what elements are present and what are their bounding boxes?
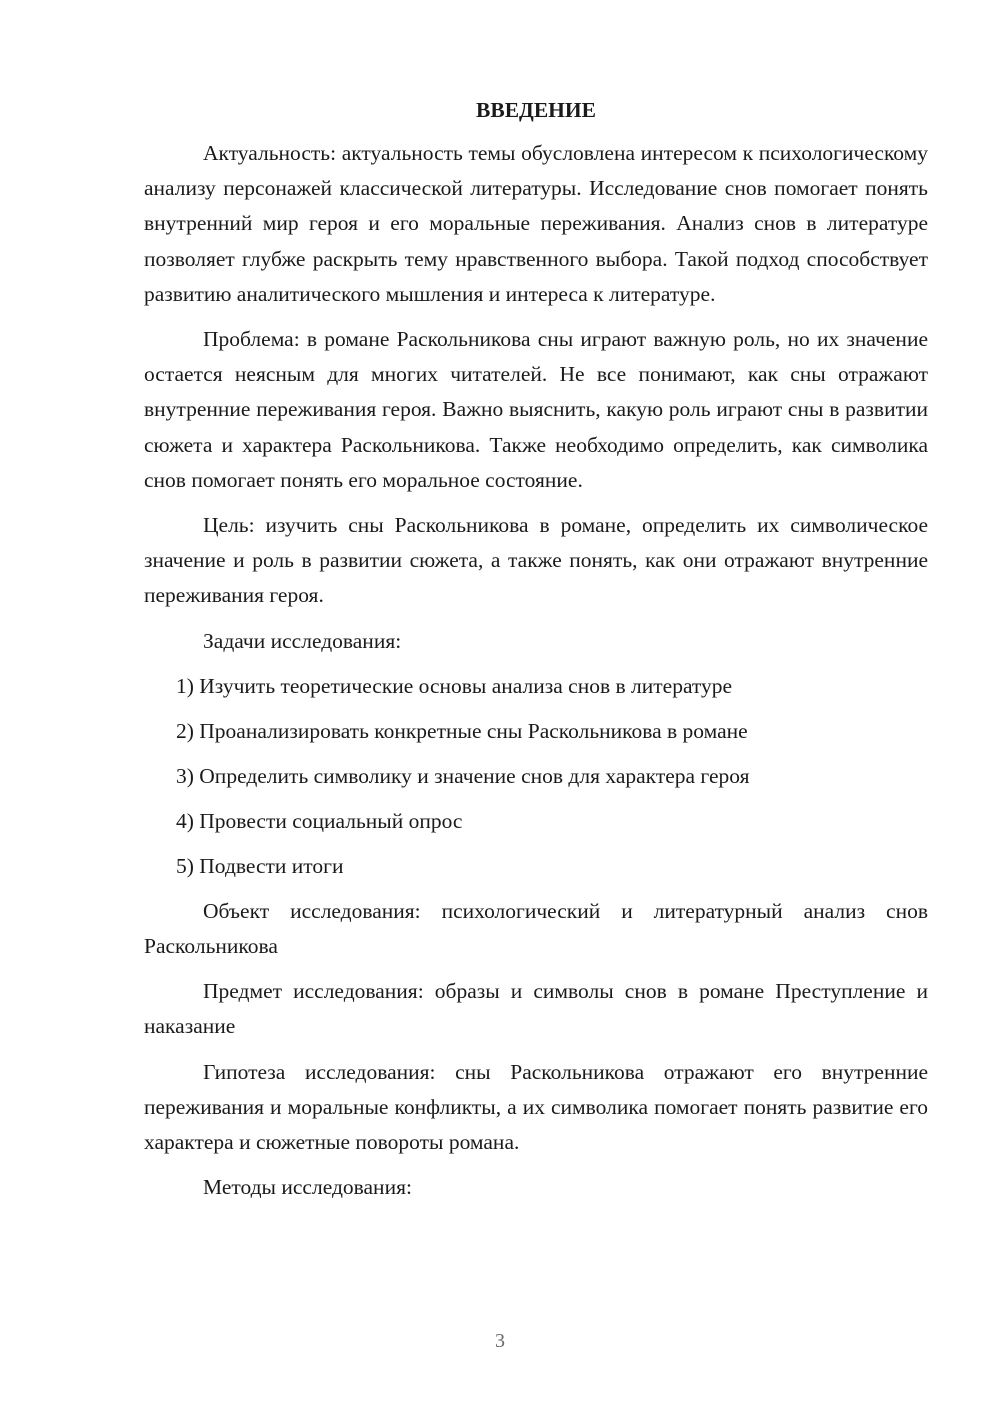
page-number: 3: [495, 1330, 505, 1352]
task-item-5: 5) Подвести итоги: [176, 853, 344, 878]
problem-paragraph: Проблема: в романе Раскольникова сны играют важную роль, но их значение остается неясным для многих читателей. Не все понимают, как сны отражают внутренние переживания героя. Важно выяснить, какую роль играют сны в развитии сюжета и характера Раскольникова. Также необходимо определить, как символика снов помогает понять его моральное состояние.: [144, 327, 928, 492]
object-paragraph: Объект исследования: психологический и литературный анализ снов Раскольникова: [144, 898, 928, 959]
methods-paragraph: Методы исследования:: [203, 1175, 412, 1200]
task-item-3: 3) Определить символику и значение снов для характера героя: [176, 763, 750, 788]
relevance-paragraph: Актуальность: актуальность темы обусловлена интересом к психологическому анализу персонажей классической литературы. Исследование снов помогает понять внутренний мир героя и его моральные переживания. Анализ снов в литературе позволяет глубже раскрыть тему нравственного выбора. Такой подход способствует развитию аналитического мышления и интереса к литературе.: [144, 141, 928, 306]
tasks-list: [144, 669, 928, 884]
page-content: [144, 90, 928, 1215]
subject-paragraph: Предмет исследования: образы и символы снов в романе Преступление и наказание: [144, 979, 928, 1039]
task-item-4: 4) Провести социальный опрос: [176, 808, 463, 833]
tasks-title: Задачи исследования:: [203, 628, 402, 653]
task-item-1: 1) Изучить теоретические основы анализа снов в литературе: [176, 673, 733, 698]
goal-paragraph: Цель: изучить сны Раскольникова в романе, определить их символическое значение и роль в развитии сюжета, а также понять, как они отражают внутренние переживания героя.: [144, 513, 928, 608]
section-heading: ВВЕДЕНИЕ: [476, 98, 596, 122]
task-item-2: 2) Проанализировать конкретные сны Раскольникова в романе: [176, 718, 748, 743]
hypothesis-paragraph: Гипотеза исследования: сны Раскольникова отражают его внутренние переживания и моральные конфликты, а их символика помогает понять развитие его характера и сюжетные повороты романа.: [144, 1059, 928, 1155]
